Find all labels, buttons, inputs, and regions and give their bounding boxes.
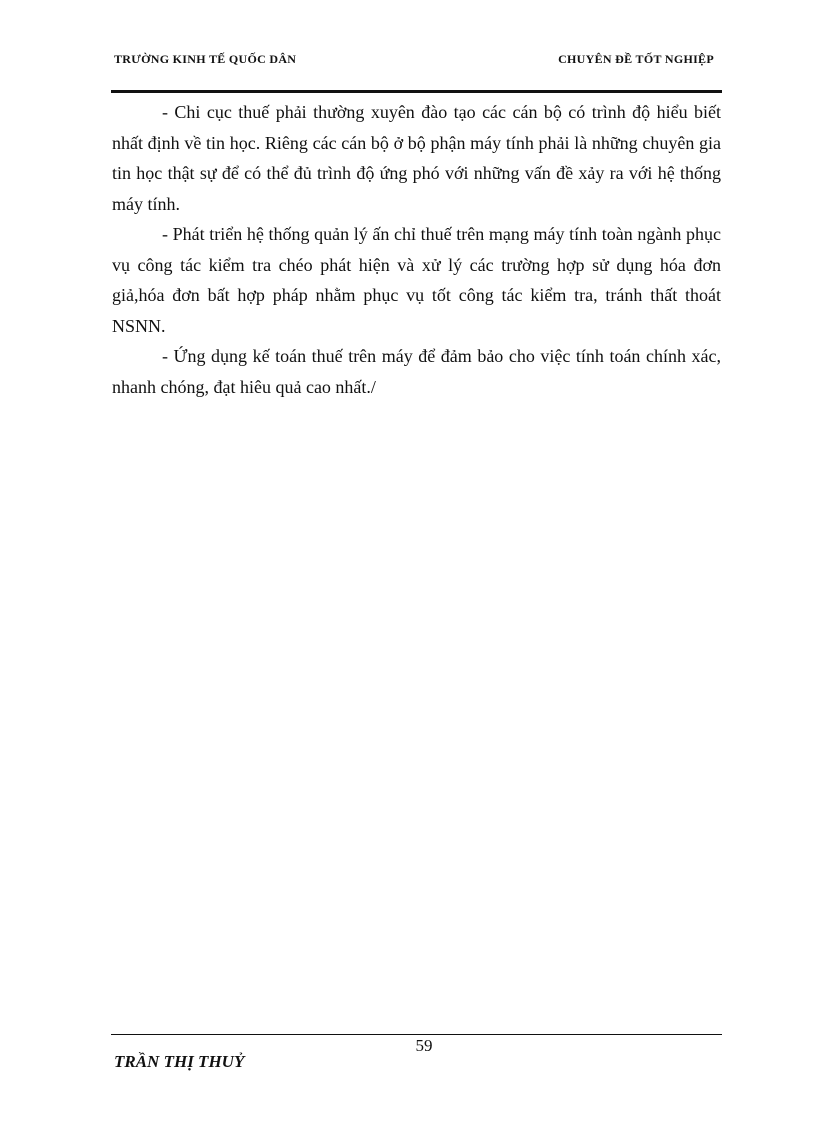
page-number: 59	[415, 1036, 433, 1055]
body-text	[112, 97, 721, 402]
paragraph-invoice-system: - Phát triển hệ thống quản lý ấn chỉ thuế trên mạng máy tính toàn ngành phục vụ công tác kiểm tra chéo phát hiện và xử lý các trường hợp sử dụng hóa đơn giả,hóa đơn bất hợp pháp nhằm phục vụ tốt công tác kiểm tra, tránh thất thoát NSNN.	[112, 224, 721, 336]
header-school-name: TRƯỜNG KINH TẾ QUỐC DÂN	[114, 52, 297, 66]
footer-author: TRẦN THỊ THUỶ	[114, 1052, 245, 1071]
header-divider	[111, 90, 722, 93]
page-header	[111, 50, 722, 70]
header-document-type: CHUYÊN ĐỀ TỐT NGHIỆP	[558, 52, 714, 66]
paragraph-training: - Chi cục thuế phải thường xuyên đào tạo các cán bộ có trình độ hiểu biết nhất định về tin học. Riêng các cán bộ ở bộ phận máy tính phải là những chuyên gia tin học thật sự để có thể đủ trình độ ứng phó với những vấn đề xảy ra với hệ thống máy tính.	[112, 102, 721, 214]
footer-divider	[111, 1034, 722, 1035]
paragraph-tax-accounting: - Ứng dụng kế toán thuế trên máy để đảm bảo cho việc tính toán chính xác, nhanh chóng, đạt hiêu quả cao nhất./	[112, 346, 721, 397]
